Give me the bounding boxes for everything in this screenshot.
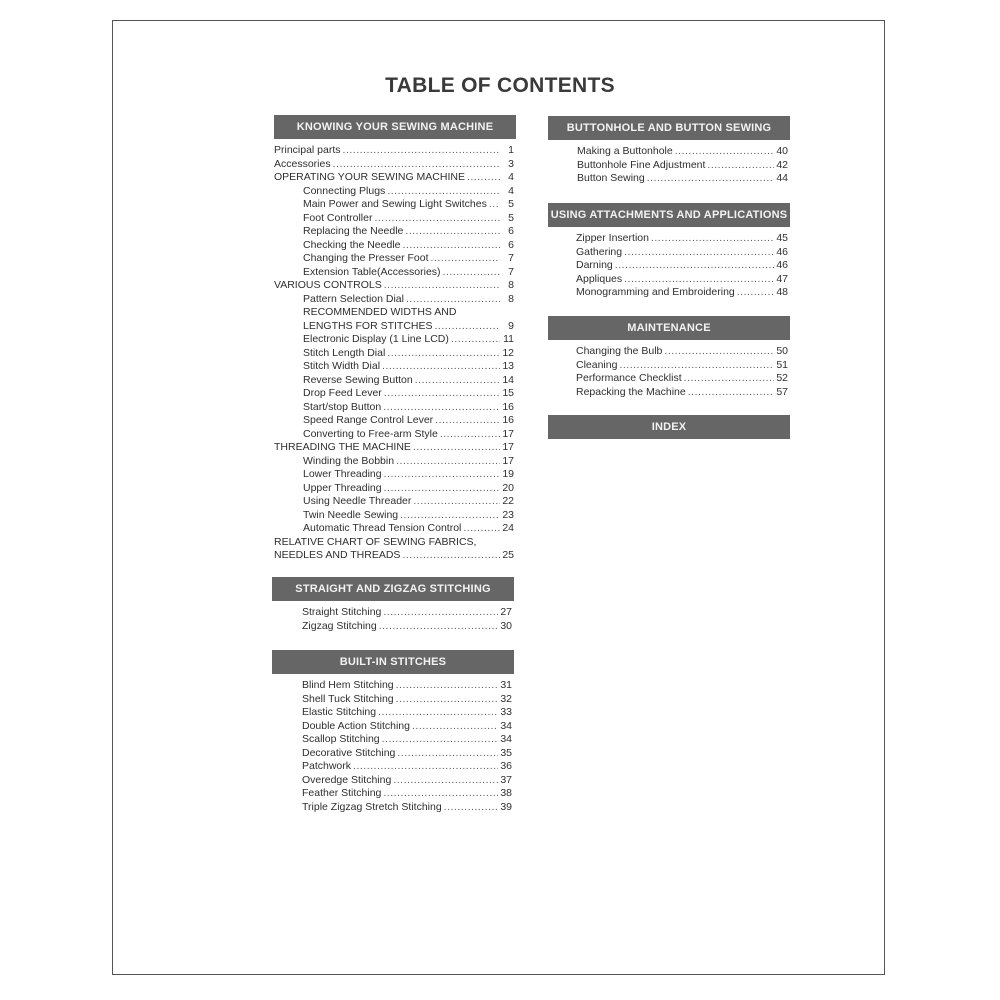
section-header: BUTTONHOLE AND BUTTON SEWING: [548, 116, 790, 140]
toc-entry-page: 5: [508, 211, 514, 224]
dot-leader: [396, 679, 498, 693]
toc-entry-page: 33: [500, 706, 512, 718]
toc-entry-page: 47: [776, 272, 788, 285]
toc-entry[interactable]: [548, 159, 788, 173]
section-header: MAINTENANCE: [548, 316, 790, 340]
toc-entry[interactable]: [274, 549, 514, 563]
toc-entry-label: Scallop Stitching: [302, 733, 380, 745]
page-title: TABLE OF CONTENTS: [385, 74, 615, 97]
dot-leader: [444, 801, 498, 815]
toc-entry[interactable]: [272, 720, 512, 734]
toc-entry[interactable]: [274, 239, 514, 253]
toc-entry[interactable]: [548, 246, 788, 260]
toc-entry[interactable]: [274, 144, 514, 158]
dot-leader: [396, 693, 498, 707]
dot-leader: [402, 239, 500, 253]
toc-entry-label: Cleaning: [576, 358, 618, 371]
toc-entry-list: [274, 144, 516, 563]
dot-leader: [435, 320, 500, 334]
toc-entry-label: Electronic Display (1 Line LCD): [303, 333, 449, 345]
dot-leader: [387, 185, 500, 199]
toc-entry-list: [548, 232, 790, 300]
dot-leader: [402, 549, 500, 563]
toc-entry-label: Zigzag Stitching: [302, 619, 377, 632]
toc-entry-label: Twin Needle Sewing: [303, 508, 399, 521]
toc-entry-list: [548, 145, 790, 186]
dot-leader: [413, 495, 500, 509]
toc-entry-page: 17: [502, 441, 514, 453]
toc-entry[interactable]: [548, 286, 788, 300]
toc-entry-page: 23: [502, 508, 514, 521]
toc-entry[interactable]: [272, 693, 512, 707]
toc-entry-page: 32: [500, 692, 512, 705]
toc-entry-page: 46: [776, 259, 788, 271]
section-header: USING ATTACHMENTS AND APPLICATIONS: [548, 203, 790, 227]
toc-entry-label: Stitch Width Dial: [303, 360, 381, 372]
toc-entry-label: Foot Controller: [303, 211, 373, 224]
toc-entry-label: Feather Stitching: [302, 787, 382, 799]
dot-leader: [463, 522, 500, 536]
dot-leader: [619, 359, 774, 373]
toc-entry-page: 5: [508, 198, 514, 210]
dot-leader: [707, 159, 774, 173]
toc-entry[interactable]: [272, 747, 512, 761]
toc-entry[interactable]: [272, 787, 512, 801]
dot-leader: [333, 158, 500, 172]
toc-entry-label: THREADING THE MACHINE: [274, 441, 411, 453]
toc-entry-label: Decorative Stitching: [302, 746, 396, 759]
toc-entry-page: 25: [502, 549, 514, 561]
dot-leader: [393, 774, 498, 788]
toc-entry-page: 20: [502, 481, 514, 494]
toc-entry-label: Principal parts: [274, 144, 341, 156]
toc-entry-page: 7: [508, 252, 514, 264]
toc-entry[interactable]: [548, 259, 788, 273]
toc-entry[interactable]: [548, 172, 788, 186]
toc-entry-label: Speed Range Control Lever: [303, 414, 434, 426]
toc-entry-label: Performance Checklist: [576, 372, 682, 384]
toc-entry-label: Accessories: [274, 157, 331, 170]
toc-entry-label: Upper Threading: [303, 481, 382, 494]
section-buttonhole: [548, 116, 790, 186]
toc-entry-label: Reverse Sewing Button: [303, 373, 413, 386]
dot-leader: [412, 720, 498, 734]
toc-entry-page: 50: [776, 345, 788, 357]
toc-entry-page: 4: [508, 184, 514, 197]
toc-entry-label: Connecting Plugs: [303, 184, 386, 197]
toc-entry-page: 34: [500, 733, 512, 745]
dot-leader: [387, 347, 500, 361]
toc-entry-list: [272, 679, 514, 814]
toc-entry[interactable]: [274, 401, 514, 415]
toc-entry[interactable]: [274, 212, 514, 226]
dot-leader: [400, 509, 500, 523]
toc-entry-page: 13: [502, 360, 514, 372]
toc-entry[interactable]: [548, 386, 788, 400]
toc-entry-page: 45: [776, 232, 788, 244]
toc-entry[interactable]: [272, 620, 512, 634]
dot-leader: [384, 279, 500, 293]
toc-entry[interactable]: [274, 428, 514, 442]
toc-entry-page: 30: [500, 619, 512, 632]
dot-leader: [664, 345, 774, 359]
toc-entry[interactable]: [274, 347, 514, 361]
toc-entry[interactable]: [274, 455, 514, 469]
toc-entry[interactable]: [274, 158, 514, 172]
toc-entry-label: Changing the Presser Foot: [303, 252, 429, 264]
toc-entry[interactable]: [548, 273, 788, 287]
toc-entry[interactable]: [272, 774, 512, 788]
toc-entry[interactable]: [274, 522, 514, 536]
toc-entry-page: 15: [502, 387, 514, 399]
toc-entry-label: Triple Zigzag Stretch Stitching: [302, 800, 442, 813]
toc-entry-page: 8: [508, 292, 514, 305]
toc-entry[interactable]: [274, 495, 514, 509]
dot-leader: [435, 414, 500, 428]
toc-entry-page: 6: [508, 238, 514, 251]
toc-entry-label: Gathering: [576, 245, 623, 258]
toc-entry[interactable]: [272, 760, 512, 774]
toc-entry-label: Automatic Thread Tension Control: [303, 522, 462, 534]
toc-entry-label: Pattern Selection Dial: [303, 292, 404, 305]
dot-leader: [374, 212, 500, 226]
toc-entry-label: Elastic Stitching: [302, 706, 377, 718]
toc-entry-page: 31: [500, 679, 512, 691]
toc-entry-page: 51: [776, 358, 788, 371]
toc-entry-label: Main Power and Sewing Light Switches: [303, 198, 487, 210]
dot-leader: [651, 232, 774, 246]
toc-entry-page: 16: [502, 400, 514, 413]
toc-entry-page: 1: [508, 144, 514, 156]
toc-entry[interactable]: [274, 387, 514, 401]
toc-entry-page: 17: [502, 427, 514, 440]
toc-entry-page: 22: [502, 495, 514, 507]
dot-leader: [405, 225, 500, 239]
section-header: BUILT-IN STITCHES: [272, 650, 514, 674]
section-attachments: [548, 203, 790, 300]
toc-entry-label: Shell Tuck Stitching: [302, 692, 394, 705]
dot-leader: [624, 246, 774, 260]
dot-leader: [415, 374, 500, 388]
dot-leader: [431, 252, 501, 266]
toc-entry-page: 11: [503, 333, 514, 345]
toc-entry-label: RECOMMENDED WIDTHS AND: [303, 306, 457, 318]
dot-leader: [440, 428, 500, 442]
toc-entry[interactable]: [274, 360, 514, 374]
toc-entry-page: 37: [500, 773, 512, 786]
toc-entry-label: Stitch Length Dial: [303, 346, 386, 359]
toc-entry-page: 38: [500, 787, 512, 799]
toc-entry[interactable]: [274, 293, 514, 307]
toc-entry-page: 8: [508, 279, 514, 291]
toc-entry-label: Patchwork: [302, 760, 352, 772]
dot-leader: [737, 286, 774, 300]
toc-entry-page: 24: [502, 522, 514, 534]
toc-entry[interactable]: [274, 252, 514, 266]
toc-entry-label: Start/stop Button: [303, 400, 382, 413]
toc-entry[interactable]: [274, 320, 514, 334]
toc-entry-label: RELATIVE CHART OF SEWING FABRICS,: [274, 535, 477, 548]
dot-leader: [413, 441, 500, 455]
toc-entry-page: 34: [500, 719, 512, 732]
toc-entry[interactable]: [274, 198, 514, 212]
dot-leader: [384, 482, 500, 496]
toc-entry-label: Changing the Bulb: [576, 345, 663, 357]
toc-entry[interactable]: [548, 345, 788, 359]
toc-entry-page: 36: [500, 760, 512, 772]
toc-entry-label: Making a Buttonhole: [577, 145, 673, 157]
toc-entry-page: 7: [508, 265, 514, 278]
toc-entry-label: Winding the Bobbin: [303, 454, 395, 467]
section-header: STRAIGHT AND ZIGZAG STITCHING: [272, 577, 514, 601]
dot-leader: [443, 266, 500, 280]
toc-entry[interactable]: [274, 266, 514, 280]
toc-entry[interactable]: [272, 606, 512, 620]
toc-entry[interactable]: [274, 536, 514, 550]
toc-entry-label: Button Sewing: [577, 172, 645, 184]
dot-leader: [383, 787, 498, 801]
toc-entry-label: VARIOUS CONTROLS: [274, 279, 382, 291]
dot-leader: [467, 171, 500, 185]
toc-entry-page: 27: [500, 606, 512, 618]
toc-entry[interactable]: [274, 185, 514, 199]
toc-entry-label: Lower Threading: [303, 468, 382, 480]
dot-leader: [384, 387, 500, 401]
toc-entry-page: 39: [500, 800, 512, 813]
toc-entry-label: Zipper Insertion: [576, 232, 649, 244]
dot-leader: [406, 293, 500, 307]
dot-leader: [684, 372, 774, 386]
toc-entry[interactable]: [274, 333, 514, 347]
dot-leader: [688, 386, 774, 400]
section-straight-zigzag: [272, 577, 514, 633]
toc-entry[interactable]: [548, 372, 788, 386]
toc-entry-label: Buttonhole Fine Adjustment: [577, 158, 706, 171]
toc-entry-page: 52: [776, 372, 788, 384]
toc-entry[interactable]: [548, 232, 788, 246]
toc-entry-label: Repacking the Machine: [576, 385, 686, 398]
toc-entry-page: 3: [508, 157, 514, 170]
toc-entry[interactable]: [274, 441, 514, 455]
toc-entry-page: 19: [502, 468, 514, 480]
dot-leader: [489, 198, 500, 212]
toc-entry-page: 46: [776, 245, 788, 258]
toc-entry-label: Blind Hem Stitching: [302, 679, 394, 691]
toc-entry-label: Overedge Stitching: [302, 773, 392, 786]
toc-entry-label: Replacing the Needle: [303, 225, 404, 237]
dot-leader: [675, 145, 774, 159]
toc-entry[interactable]: [274, 279, 514, 293]
dot-leader: [384, 468, 500, 482]
toc-entry-page: 4: [508, 171, 514, 183]
dot-leader: [396, 455, 500, 469]
toc-entry[interactable]: [274, 225, 514, 239]
toc-entry-label: Extension Table(Accessories): [303, 265, 441, 278]
dot-leader: [397, 747, 498, 761]
toc-entry[interactable]: [272, 733, 512, 747]
section-index: [548, 415, 790, 439]
toc-entry[interactable]: [274, 306, 514, 320]
toc-entry-page: 57: [776, 385, 788, 398]
dot-leader: [451, 333, 500, 347]
dot-leader: [343, 144, 500, 158]
toc-entry-label: Converting to Free-arm Style: [303, 427, 438, 440]
toc-entry-label: OPERATING YOUR SEWING MACHINE: [274, 171, 465, 183]
toc-entry[interactable]: [272, 706, 512, 720]
toc-entry-page: 12: [502, 346, 514, 359]
section-built-in-stitches: [272, 650, 514, 814]
toc-entry[interactable]: [274, 414, 514, 428]
toc-entry[interactable]: [272, 679, 512, 693]
dot-leader: [383, 401, 500, 415]
toc-entry[interactable]: [274, 482, 514, 496]
toc-entry-page: 48: [776, 286, 788, 298]
dot-leader: [379, 620, 498, 634]
toc-entry[interactable]: [274, 171, 514, 185]
toc-entry[interactable]: [274, 374, 514, 388]
section-header: KNOWING YOUR SEWING MACHINE: [274, 115, 516, 139]
toc-entry-list: [548, 345, 790, 399]
dot-leader: [624, 273, 774, 287]
toc-entry-label: Appliques: [576, 272, 623, 285]
toc-entry[interactable]: [548, 145, 788, 159]
toc-entry-label: LENGTHS FOR STITCHES: [303, 319, 433, 332]
dot-leader: [382, 360, 500, 374]
toc-entry-label: Straight Stitching: [302, 606, 382, 618]
toc-entry-page: 16: [502, 414, 514, 426]
toc-entry-page: 9: [508, 319, 514, 332]
toc-entry[interactable]: [274, 468, 514, 482]
toc-entry-page: 17: [502, 454, 514, 467]
toc-entry[interactable]: [272, 801, 512, 815]
toc-entry-page: 6: [508, 225, 514, 237]
toc-entry-page: 44: [776, 172, 788, 184]
toc-entry-page: 35: [500, 746, 512, 759]
toc-entry-label: Monogramming and Embroidering: [576, 286, 735, 298]
section-maintenance: [548, 316, 790, 399]
toc-entry-label: Using Needle Threader: [303, 495, 412, 507]
toc-entry[interactable]: [274, 509, 514, 523]
toc-entry-label: Drop Feed Lever: [303, 387, 382, 399]
toc-entry[interactable]: [548, 359, 788, 373]
toc-entry-page: 40: [776, 145, 788, 157]
toc-entry-label: NEEDLES AND THREADS: [274, 549, 401, 561]
dot-leader: [382, 733, 498, 747]
dot-leader: [647, 172, 774, 186]
dot-leader: [615, 259, 774, 273]
dot-leader: [378, 706, 498, 720]
toc-entry-page: 14: [502, 373, 514, 386]
toc-entry-list: [272, 606, 514, 633]
section-header: INDEX: [548, 415, 790, 439]
toc-entry-label: Darning: [576, 259, 613, 271]
section-knowing: [274, 115, 516, 563]
dot-leader: [383, 606, 498, 620]
toc-entry-label: Double Action Stitching: [302, 719, 410, 732]
toc-entry-page: 42: [776, 158, 788, 171]
dot-leader: [353, 760, 498, 774]
toc-entry-label: Checking the Needle: [303, 238, 401, 251]
